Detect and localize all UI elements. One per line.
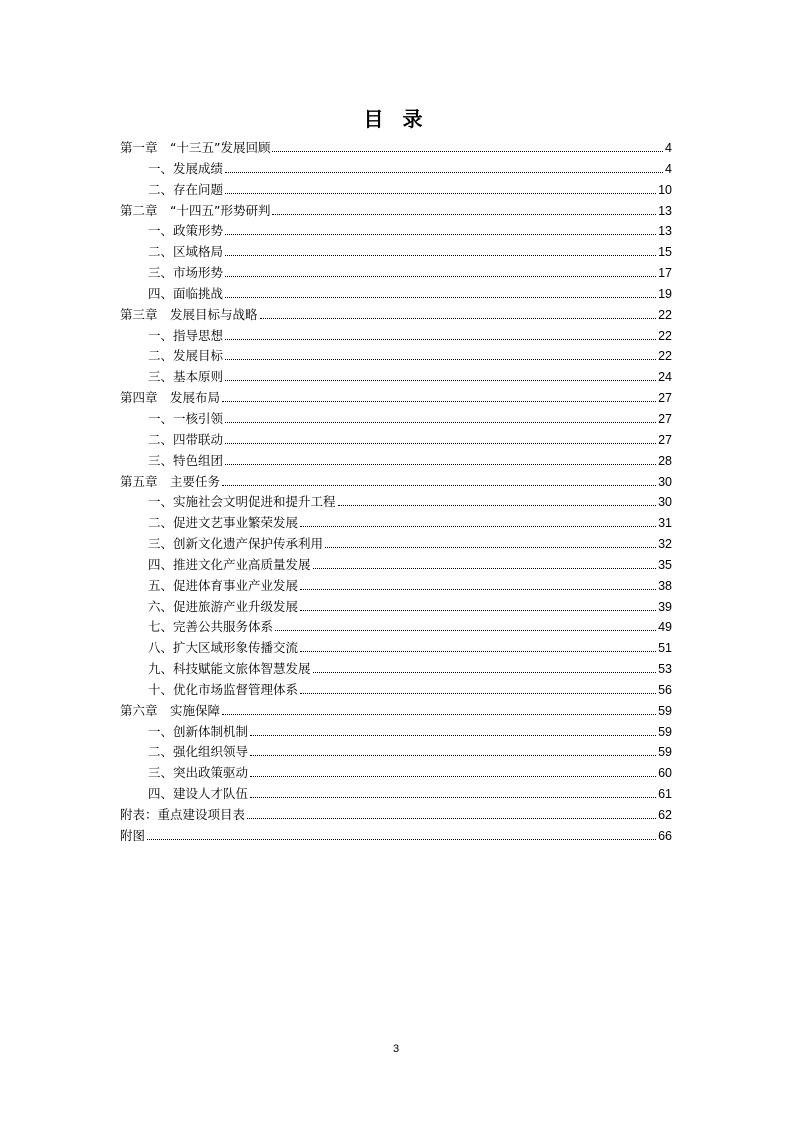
toc-entry-label: 一、实施社会文明促进和提升工程	[148, 494, 336, 510]
dot-leader	[225, 297, 656, 298]
dot-leader	[225, 172, 663, 173]
toc-entry-label: 第五章 主要任务	[120, 473, 221, 489]
toc-entry-page: 51	[658, 641, 672, 656]
toc-entry-label: 一、创新体制机制	[148, 723, 249, 739]
toc-entry-label: 三、特色组团	[148, 452, 224, 468]
toc-entry-label: 二、四带联动	[148, 431, 224, 447]
toc-entry-label: 第二章 “十四五”形势研判	[120, 202, 271, 218]
toc-section-entry[interactable]	[120, 326, 672, 347]
toc-chapter-entry[interactable]	[120, 138, 672, 159]
toc-entry-label: 附表：重点建设项目表	[120, 807, 246, 822]
dot-leader	[250, 755, 656, 756]
toc-section-entry[interactable]	[120, 263, 672, 284]
toc-entry-label: 三、创新文化遗产保护传承利用	[148, 536, 324, 552]
toc-entry-page: 22	[658, 307, 672, 322]
toc-entry-page: 13	[658, 203, 672, 218]
toc-section-entry[interactable]	[120, 680, 672, 701]
dot-leader	[225, 276, 656, 277]
toc-section-entry[interactable]	[120, 742, 672, 763]
toc-entry-page: 39	[658, 599, 672, 614]
dot-leader	[225, 464, 656, 465]
dot-leader	[225, 255, 656, 256]
dot-leader	[225, 339, 656, 340]
toc-entry-label: 一、发展成绩	[148, 160, 224, 176]
dot-leader	[225, 359, 656, 360]
toc-chapter-entry[interactable]	[120, 472, 672, 493]
dot-leader	[300, 589, 656, 590]
table-of-contents	[120, 138, 672, 847]
toc-entry-page: 32	[658, 537, 672, 552]
toc-entry-page: 31	[658, 516, 672, 531]
toc-section-entry[interactable]	[120, 784, 672, 805]
toc-entry-page: 35	[658, 557, 672, 572]
dot-leader	[222, 401, 656, 402]
toc-section-entry[interactable]	[120, 180, 672, 201]
toc-entry-label: 第六章 实施保障	[120, 702, 221, 718]
toc-entry-label: 九、科技赋能文旅体智慧发展	[148, 661, 311, 677]
toc-entry-page: 38	[658, 578, 672, 593]
toc-chapter-entry[interactable]	[120, 805, 672, 826]
toc-section-entry[interactable]	[120, 597, 672, 618]
toc-chapter-entry[interactable]	[120, 388, 672, 409]
toc-section-entry[interactable]	[120, 659, 672, 680]
toc-entry-page: 56	[658, 682, 672, 697]
dot-leader	[225, 234, 656, 235]
dot-leader	[275, 630, 656, 631]
toc-section-entry[interactable]	[120, 722, 672, 743]
toc-entry-label: 二、强化组织领导	[148, 744, 249, 760]
toc-entry-page: 60	[658, 766, 672, 781]
toc-entry-label: 八、扩大区域形象传播交流	[148, 640, 299, 656]
toc-entry-page: 27	[658, 432, 672, 447]
dot-leader	[247, 818, 656, 819]
dot-leader	[225, 422, 656, 423]
toc-entry-label: 附图	[120, 827, 146, 843]
toc-entry-label: 二、促进文艺事业繁荣发展	[148, 515, 299, 531]
toc-entry-label: 十、优化市场监督管理体系	[148, 681, 299, 697]
toc-entry-page: 24	[658, 370, 672, 385]
dot-leader	[250, 797, 656, 798]
toc-section-entry[interactable]	[120, 367, 672, 388]
toc-entry-label: 一、政策形势	[148, 223, 224, 239]
toc-entry-label: 二、区域格局	[148, 244, 224, 260]
dot-leader	[225, 443, 656, 444]
toc-section-entry[interactable]	[120, 221, 672, 242]
toc-entry-label: 三、突出政策驱动	[148, 765, 249, 781]
toc-section-entry[interactable]	[120, 763, 672, 784]
dot-leader	[260, 318, 657, 319]
dot-leader	[225, 193, 656, 194]
toc-entry-page: 53	[658, 662, 672, 677]
dot-leader	[300, 610, 656, 611]
toc-entry-page: 4	[665, 141, 672, 155]
toc-entry-page: 17	[658, 266, 672, 281]
toc-entry-page: 49	[658, 620, 672, 635]
toc-entry-label: 一、一核引领	[148, 410, 224, 426]
toc-entry-label: 二、存在问题	[148, 181, 224, 197]
toc-entry-label: 七、完善公共服务体系	[148, 619, 274, 635]
toc-entry-label: 第四章 发展布局	[120, 390, 221, 406]
toc-section-entry[interactable]	[120, 617, 672, 638]
toc-entry-page: 28	[658, 453, 672, 468]
dot-leader	[313, 672, 657, 673]
toc-section-entry[interactable]	[120, 242, 672, 263]
toc-entry-page: 4	[665, 161, 672, 176]
toc-section-entry[interactable]	[120, 409, 672, 430]
dot-leader	[313, 568, 657, 569]
toc-entry-page: 27	[658, 391, 672, 406]
toc-entry-page: 13	[658, 224, 672, 239]
dot-leader	[222, 485, 656, 486]
toc-section-entry[interactable]	[120, 534, 672, 555]
toc-entry-label: 第三章 发展目标与战略	[120, 306, 258, 322]
toc-section-entry[interactable]	[120, 513, 672, 534]
toc-entry-label: 六、促进旅游产业升级发展	[148, 598, 299, 614]
toc-section-entry[interactable]	[120, 284, 672, 305]
dot-leader	[147, 839, 656, 840]
toc-entry-label: 一、指导思想	[148, 327, 224, 343]
dot-leader	[300, 693, 656, 694]
dot-leader	[272, 214, 656, 215]
toc-entry-page: 59	[658, 703, 672, 718]
dot-leader	[300, 526, 656, 527]
toc-section-entry[interactable]	[120, 346, 672, 367]
dot-leader	[225, 380, 656, 381]
toc-entry-page: 62	[658, 808, 672, 822]
toc-entry-page: 61	[658, 787, 672, 802]
toc-entry-label: 第一章 “十三五”发展回顾	[120, 140, 271, 155]
toc-entry-page: 59	[658, 724, 672, 739]
toc-section-entry[interactable]	[120, 430, 672, 451]
toc-chapter-entry[interactable]	[120, 701, 672, 722]
toc-entry-label: 三、基本原则	[148, 369, 224, 385]
toc-entry-label: 四、面临挑战	[148, 285, 224, 301]
page-number: 3	[392, 1043, 400, 1055]
toc-entry-label: 四、建设人才队伍	[148, 786, 249, 802]
toc-title: 目 录	[363, 107, 429, 131]
toc-chapter-entry[interactable]	[120, 305, 672, 326]
toc-entry-page: 22	[658, 328, 672, 343]
toc-entry-label: 二、发展目标	[148, 348, 224, 364]
toc-section-entry[interactable]	[120, 576, 672, 597]
toc-entry-page: 19	[658, 286, 672, 301]
toc-entry-page: 22	[658, 349, 672, 364]
toc-section-entry[interactable]	[120, 492, 672, 513]
dot-leader	[250, 776, 656, 777]
toc-entry-label: 四、推进文化产业高质量发展	[148, 556, 311, 572]
dot-leader	[338, 505, 657, 506]
dot-leader	[272, 151, 663, 152]
toc-entry-label: 三、市场形势	[148, 265, 224, 281]
toc-entry-label: 五、促进体育事业产业发展	[148, 577, 299, 593]
toc-entry-page: 15	[658, 245, 672, 260]
toc-chapter-entry[interactable]	[120, 826, 672, 847]
toc-entry-page: 10	[658, 182, 672, 197]
toc-section-entry[interactable]	[120, 555, 672, 576]
dot-leader	[222, 714, 656, 715]
dot-leader	[325, 547, 656, 548]
toc-chapter-entry[interactable]	[120, 201, 672, 222]
toc-section-entry[interactable]	[120, 159, 672, 180]
toc-entry-page: 30	[658, 495, 672, 510]
toc-entry-page: 30	[658, 474, 672, 489]
dot-leader	[250, 735, 656, 736]
toc-section-entry[interactable]	[120, 638, 672, 659]
toc-entry-page: 66	[658, 828, 672, 843]
dot-leader	[300, 651, 656, 652]
toc-section-entry[interactable]	[120, 451, 672, 472]
toc-entry-page: 27	[658, 411, 672, 426]
toc-entry-page: 59	[658, 745, 672, 760]
